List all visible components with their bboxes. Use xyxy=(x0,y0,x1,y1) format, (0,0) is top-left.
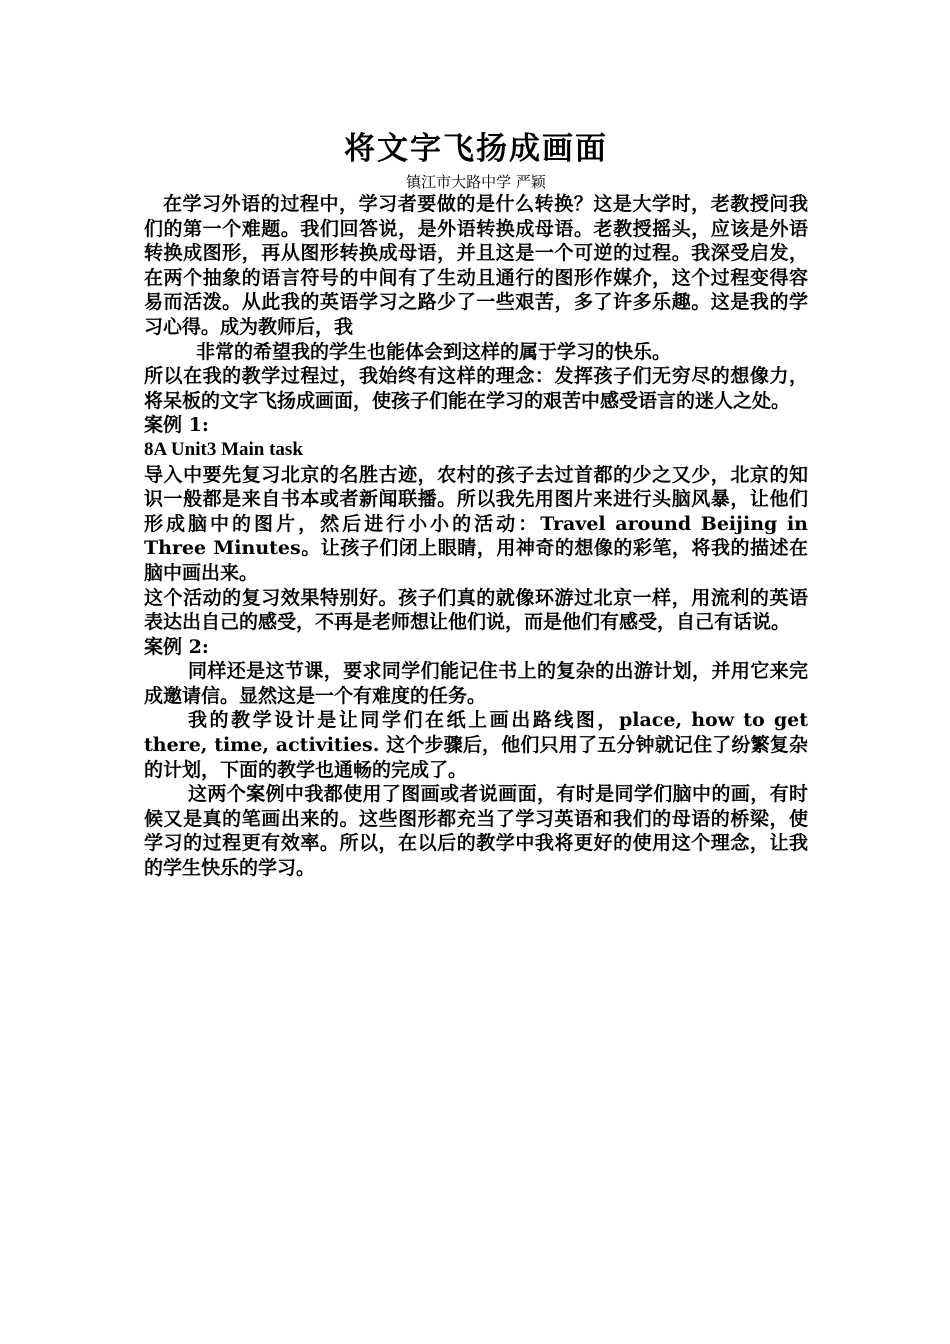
case-2-design: 我的教学设计是让同学们在纸上画出路线图，place, how to get there, time, activities. 这个步骤后，他们只用了五分钟就记住了纷繁复杂的计划，下面的教学也通畅的完成了。 xyxy=(144,709,808,781)
intro-paragraph-continued: 非常的希望我的学生也能体会到这样的属于学习的快乐。 xyxy=(196,340,672,363)
conclusion-paragraph: 这两个案例中我都使用了图画或者说画面，有时是同学们脑中的画，有时候又是真的笔画出来的。这些图形都充当了学习英语和我们的母语的桥梁，使学习的过程更有效率。所以，在以后的教学中我将更好的使用这个理念，让我的学生快乐的学习。 xyxy=(144,783,808,880)
author-line: 镇江市大路中学 严颖 xyxy=(406,173,546,191)
document-body xyxy=(144,128,808,881)
case-1-heading: 案例 1: xyxy=(144,414,209,437)
case-1-result: 这个活动的复习效果特别好。孩子们真的就像环游过北京一样，用流利的英语表达出自己的感受，不再是老师想让他们说，而是他们有感受，自己有话说。 xyxy=(144,586,808,634)
teaching-philosophy-paragraph: 所以在我的教学过程过，我始终有这样的理念：发挥孩子们无穷尽的想像力，将呆板的文字飞扬成画面，使孩子们能在学习的艰苦中感受语言的迷人之处。 xyxy=(144,365,808,412)
case-1-description: 导入中要先复习北京的名胜古迹，农村的孩子去过首都的少之又少，北京的知识一般都是来自书本或者新闻联播。所以我先用图片来进行头脑风暴，让他们形成脑中的图片，然后进行小小的活动：Travel around Beijing in Three Minutes。让孩子们闭上眼睛，用神奇的想像的彩笔，将我的描述在脑中画出来。 xyxy=(144,463,808,584)
case-1-lesson-title: 8A Unit3 Main task xyxy=(144,438,303,460)
case-2-heading: 案例 2: xyxy=(144,635,209,658)
document-title: 将文字飞扬成画面 xyxy=(344,131,608,167)
intro-paragraph: 在学习外语的过程中，学习者要做的是什么转换？这是大学时，老教授问我们的第一个难题。我们回答说，是外语转换成母语。老教授摇头，应该是外语转换成图形，再从图形转换成母语，并且这是一个可逆的过程。我深受启发，在两个抽象的语言符号的中间有了生动且通行的图形作媒介，这个过程变得容易而活泼。从此我的英语学习之路少了一些艰苦，多了许多乐趣。这是我的学习心得。成为教师后，我 xyxy=(144,193,808,338)
case-2-task: 同样还是这节课，要求同学们能记住书上的复杂的出游计划，并用它来完成邀请信。显然这是一个有难度的任务。 xyxy=(144,660,808,707)
